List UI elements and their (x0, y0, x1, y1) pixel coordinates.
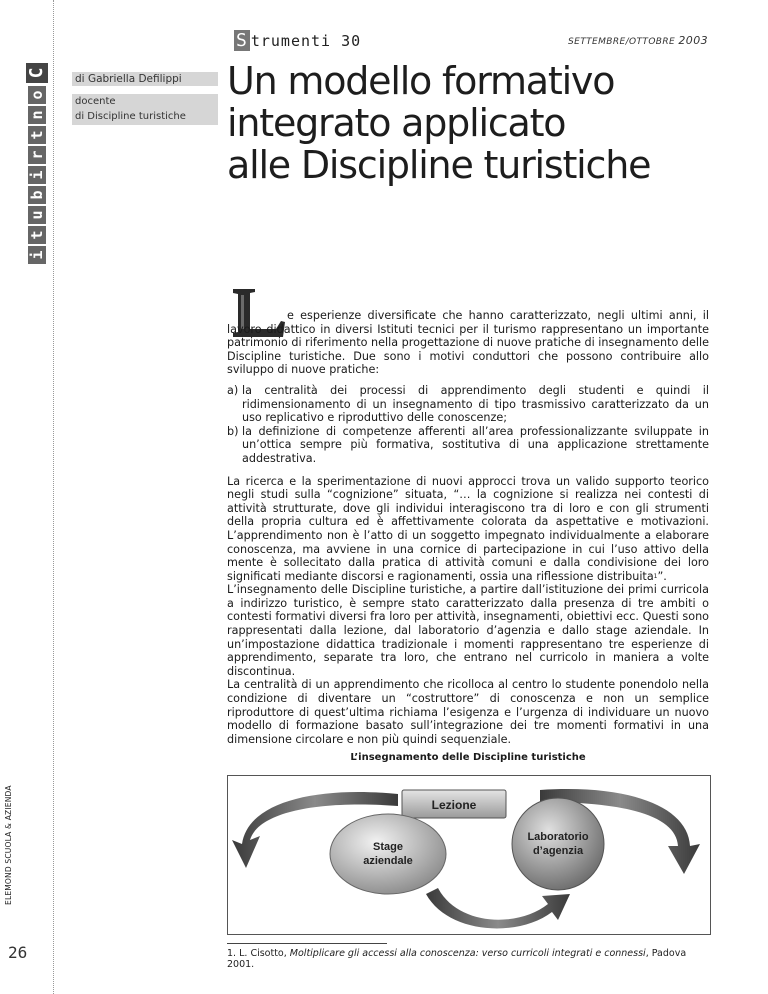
footnote-rule (227, 943, 387, 944)
list-text: la definizione di competenze afferenti all’area professionalizzante sviluppate in un’ottica sempre più formativa, sostitutiva di una applicazione strettamente addestrativa. (242, 424, 709, 465)
laboratorio-label (527, 831, 588, 843)
stage-label-2 (363, 855, 413, 867)
series-rest: trumenti 30 (250, 32, 362, 50)
lezione-label: Lezione (431, 798, 477, 812)
title-line: integrato applicato (227, 101, 566, 145)
section-letter: t (28, 126, 46, 144)
article-title (227, 60, 650, 186)
author-role-line: di Discipline turistiche (75, 110, 186, 122)
laboratorio-ball (512, 798, 604, 890)
issue-year: 2003 (678, 34, 708, 47)
author-box (72, 72, 218, 125)
section-letter: r (28, 146, 46, 164)
list-marker: b) (227, 424, 239, 438)
paragraph (227, 475, 709, 584)
arrow-bottom-icon (426, 888, 570, 928)
stage-label-line: aziendale (363, 855, 413, 867)
list-item (227, 425, 709, 466)
section-letter: b (28, 186, 46, 204)
author-role-line: docente (75, 96, 116, 107)
page-number: 26 (8, 943, 28, 962)
author-line (72, 72, 218, 86)
footnote-ref[interactable]: 1 (653, 572, 658, 580)
paragraph-text: ”. (657, 569, 667, 583)
title-line: Un modello formativo (227, 59, 615, 103)
section-letter: i (28, 166, 46, 184)
series-initial: S (236, 30, 248, 51)
laboratorio-label-2 (533, 845, 584, 857)
issue-date (568, 34, 708, 47)
paragraph: L’insegnamento delle Discipline turistiche, a partire dall’istituzione dei primi curricola a indirizzo turistico, è sempre stato caratterizzato dalla presenza di tre ambiti o contesti formativi diversi fra loro per attività, insegnamenti, obiettivi ecc. Questi sono rappresentati dalla lezione, dal laboratorio d’agenzia e dallo stage aziendale. In un’impostazione didattica tradizionale i momenti rappresentano tre esperienze di apprendimento, separate tra loro, che entrano nel curricolo in maniera a volte discontinua. (227, 583, 709, 678)
points-list (227, 384, 709, 466)
author-prefix: di (75, 73, 85, 85)
issue-months: SETTEMBRE/OTTOBRE (568, 37, 676, 47)
section-letter: C (26, 63, 48, 83)
margin-dotted-rule (53, 0, 54, 994)
footnote-rest: , Padova 2001. (227, 948, 687, 970)
series-title (234, 30, 361, 51)
section-letter: t (28, 226, 46, 244)
article-body (227, 309, 709, 746)
stage-ball (330, 814, 446, 894)
footnote-number: 1. (227, 948, 237, 959)
section-letter: n (28, 106, 46, 124)
lab-label-line: Laboratorio (527, 831, 589, 843)
footnote (227, 948, 709, 970)
paragraph: La centralità di un apprendimento che ricolloca al centro lo studente ponendolo nella condizione di diventare un “costruttore” di conoscenza e non un semplice riproduttore di quest’ultima richiama l’esigenza e l’urgenza di individuare un nuovo modello di formazione basato sull’integrazione dei tre momenti formativi in una dimensione circolare e non più quindi sequenziale. (227, 678, 709, 746)
paragraph-text: La ricerca e la sperimentazione di nuovi approcci trova un valido supporto teorico negli studi sulla “cognizione” situata, “… la cognizione si realizza nei contesti di attività strutturate, dove gli individui interagiscono tra di loro e con gli strumenti della propria cultura ed è affettivamente colorata da aspettative e motivazioni. L’apprendimento non è l’atto di un soggetto impegnato individualmente a elaborare conoscenza, ma avviene in una cornice di partecipazione in cui l’uso attivo della mente è sollecitato dalla pratica di attività comuni e dalla condivisione dei loro significati mediante discorsi e ragionamenti, ossia una riflessione distribuita (227, 474, 709, 583)
section-letter: o (28, 86, 46, 104)
title-line: alle Discipline turistiche (227, 143, 651, 187)
author-name: Gabriella Defilippi (87, 73, 182, 85)
cycle-diagram (227, 775, 711, 935)
list-marker: a) (227, 383, 239, 397)
footnote-author: L. Cisotto, (239, 948, 287, 959)
diagram-svg (228, 776, 710, 934)
intro-paragraph: e esperienze diversificate che hanno caratterizzato, negli ultimi anni, il lavoro didattico in diversi Istituti tecnici per il turismo rappresentano un importante patrimonio di riferimento nella progettazione di nuove pratiche di insegnamento delle Discipline turistiche. Due sono i motivi conduttori che possono contribuire allo sviluppo di nuove pratiche: (227, 309, 709, 377)
stage-label (373, 841, 403, 853)
section-label-contributi (27, 62, 47, 264)
stage-label-line: Stage (373, 841, 403, 853)
lab-label-line: d’agenzia (532, 845, 584, 857)
list-text: la centralità dei processi di apprendimento degli studenti e quindi il ridimensionamento di un insegnamento di tipo trasmissivo caratterizzato da un uso replicativo e riproduttivo delle conoscenze; (242, 383, 709, 425)
section-letter: i (28, 246, 46, 264)
section-letter: u (28, 206, 46, 224)
publisher-footer: ELEMOND SCUOLA & AZIENDA (4, 785, 13, 905)
footnote-title: Moltiplicare gli accessi alla conoscenza: verso curricoli integrati e connessi (289, 948, 646, 959)
author-role (72, 94, 218, 125)
figure-caption: L’insegnamento delle Discipline turistiche (350, 752, 586, 763)
list-item (227, 384, 709, 425)
